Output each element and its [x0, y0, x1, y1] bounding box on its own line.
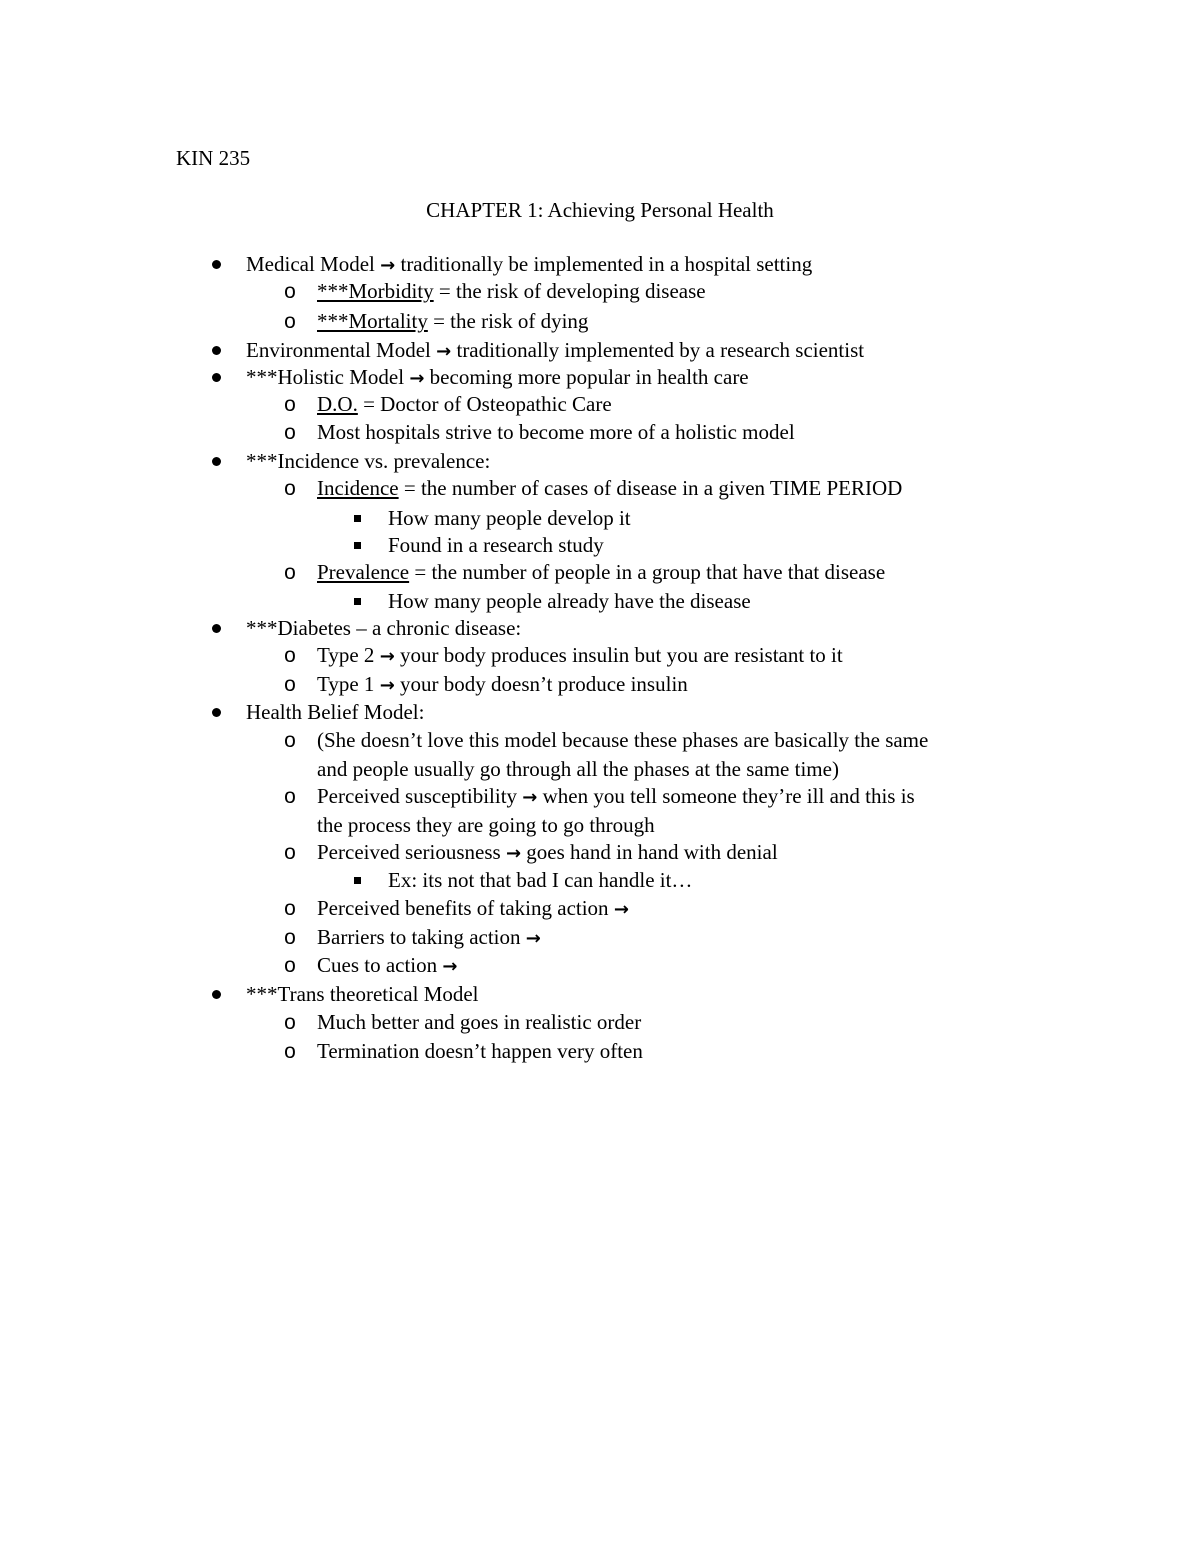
arrow-right-icon: →	[613, 899, 629, 920]
arrow-right-icon: →	[442, 956, 458, 977]
bullet-circle-icon: o	[284, 310, 296, 333]
bullet-disc-icon	[206, 363, 226, 391]
arrow-right-icon: →	[380, 255, 396, 276]
bullet-disc-icon	[206, 250, 226, 278]
list-item-prevalence: Prevalence = the number of people in a group that have that disease	[317, 560, 886, 584]
bullet-circle-icon: o	[284, 1011, 296, 1034]
list-item-holistic-model: ***Holistic Model → becoming more popular in health care	[246, 365, 749, 389]
arrow-right-icon: →	[436, 341, 452, 362]
bullet-circle-icon: o	[284, 1040, 296, 1063]
list-item-transtheoretical-model: ***Trans theoretical Model	[246, 982, 479, 1006]
list-item-barriers: Barriers to taking action →	[317, 925, 541, 949]
bullet-circle-icon: o	[284, 897, 296, 920]
list-item-termination: Termination doesn’t happen very often	[317, 1039, 643, 1063]
list-item-cues: Cues to action →	[317, 953, 458, 977]
arrow-right-icon: →	[505, 843, 522, 864]
arrow-right-icon: →	[379, 646, 395, 667]
list-item-she-doesnt-love: (She doesn’t love this model because these phases are basically the same	[317, 728, 929, 752]
list-item-how-many-develop: How many people develop it	[388, 506, 631, 530]
list-item-mortality: ***Mortality = the risk of dying	[317, 309, 589, 333]
bullet-circle-icon: o	[284, 673, 296, 696]
bullet-disc-icon	[206, 980, 226, 1008]
arrow-right-icon: →	[409, 368, 425, 389]
list-item-much-better: Much better and goes in realistic order	[317, 1010, 642, 1034]
list-item-hospitals: Most hospitals strive to become more of a holistic model	[317, 420, 795, 444]
bullet-circle-icon: o	[284, 561, 296, 584]
list-item-diabetes: ***Diabetes – a chronic disease:	[246, 616, 522, 640]
bullet-circle-icon: o	[284, 421, 296, 444]
bullet-circle-icon: o	[284, 393, 296, 416]
course-code: KIN 235	[176, 146, 251, 170]
chapter-title: CHAPTER 1: Achieving Personal Health	[426, 198, 774, 222]
bullet-circle-icon: o	[284, 644, 296, 667]
bullet-disc-icon	[206, 614, 226, 642]
list-item-how-many-already: How many people already have the disease	[388, 589, 751, 613]
list-item-perceived-seriousness: Perceived seriousness → goes hand in hand with denial	[317, 840, 778, 864]
bullet-disc-icon	[206, 698, 226, 726]
bullet-square-icon	[350, 531, 364, 559]
bullet-circle-icon: o	[284, 280, 296, 303]
bullet-circle-icon: o	[284, 926, 296, 949]
list-item-type-1: Type 1 → your body doesn’t produce insulin	[317, 672, 688, 696]
arrow-right-icon: →	[522, 787, 538, 808]
list-item-medical-model: Medical Model → traditionally be implemented in a hospital setting	[246, 252, 813, 276]
list-item-environmental-model: Environmental Model → traditionally implemented by a research scientist	[246, 338, 865, 362]
list-item-morbidity: ***Morbidity = the risk of developing disease	[317, 279, 706, 303]
list-item-incidence: Incidence = the number of cases of disease in a given TIME PERIOD	[317, 476, 903, 500]
bullet-circle-icon: o	[284, 729, 296, 752]
list-item-she-doesnt-love-cont: and people usually go through all the phases at the same time)	[317, 757, 839, 781]
list-item-found-research: Found in a research study	[388, 533, 604, 557]
list-item-type-2: Type 2 → your body produces insulin but you are resistant to it	[317, 643, 843, 667]
arrow-right-icon: →	[379, 675, 395, 696]
arrow-right-icon: →	[525, 928, 541, 949]
bullet-disc-icon	[206, 336, 226, 364]
bullet-square-icon	[350, 866, 364, 894]
list-item-perceived-benefits: Perceived benefits of taking action →	[317, 896, 629, 920]
bullet-circle-icon: o	[284, 785, 296, 808]
list-item-incidence-vs-prevalence: ***Incidence vs. prevalence:	[246, 449, 491, 473]
bullet-square-icon	[350, 504, 364, 532]
list-item-do: D.O. = Doctor of Osteopathic Care	[317, 392, 612, 416]
bullet-circle-icon: o	[284, 841, 296, 864]
bullet-disc-icon	[206, 447, 226, 475]
bullet-circle-icon: o	[284, 477, 296, 500]
bullet-square-icon	[350, 587, 364, 615]
list-item-health-belief-model: Health Belief Model:	[246, 700, 425, 724]
list-item-example: Ex: its not that bad I can handle it…	[388, 868, 693, 892]
list-item-perceived-susceptibility: Perceived susceptibility → when you tell someone they’re ill and this is	[317, 784, 915, 808]
list-item-perceived-susceptibility-cont: the process they are going to go through	[317, 813, 655, 837]
bullet-circle-icon: o	[284, 954, 296, 977]
